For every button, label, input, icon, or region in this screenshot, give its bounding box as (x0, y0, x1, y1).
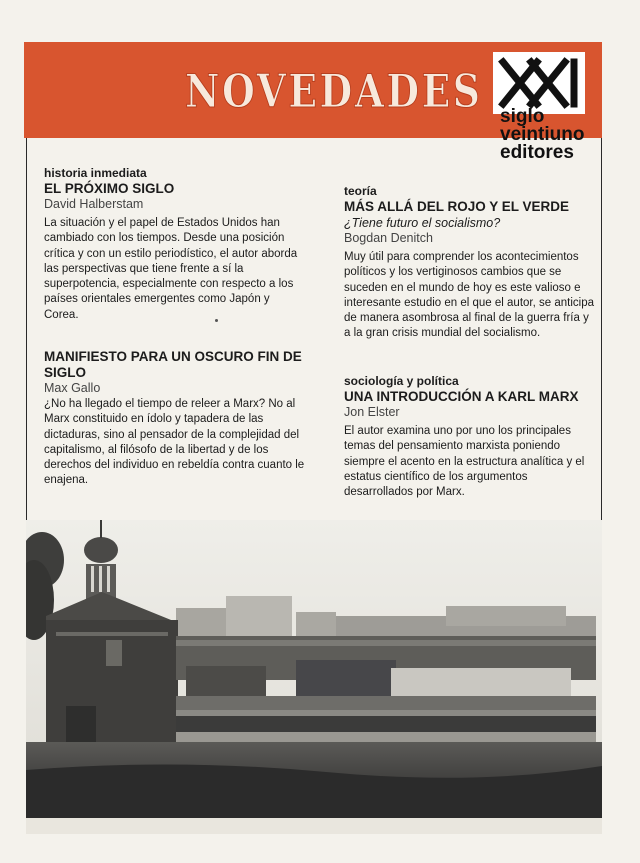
logo-line-3: editores (500, 142, 574, 163)
article-author: Max Gallo (44, 381, 101, 395)
page-bottom-margin (26, 818, 602, 834)
logo-line-1: siglo (500, 106, 545, 127)
article-category: sociología y política (344, 374, 459, 388)
article-body: El autor examina uno por uno los principales temas del pensamiento marxista poniendo siempre el acento en la estructura analítica y el estatus científico de los argumentos desarrollados por Marx. (344, 425, 585, 499)
article-title: EL PRÓXIMO SIGLO (44, 181, 175, 196)
article-category: historia inmediata (44, 166, 147, 180)
publisher-name (500, 108, 620, 162)
article-el-proximo-siglo (44, 166, 306, 323)
banner-title: NOVEDADES (185, 64, 483, 118)
article-category: teoría (344, 184, 377, 198)
article-subtitle: ¿Tiene futuro el socialismo? (344, 216, 501, 230)
article-author: Jon Elster (344, 405, 400, 419)
city-rooftops-photo (26, 520, 602, 818)
article-body: ¿No ha llegado el tiempo de releer a Marx? No al Marx constituido en ídolo y tapadera de las dictaduras, sino al pensador de la complejidad del capitalismo, al filósofo de la libertad y de los derechos del individuo en rebeldía contra cuanto le enajena. (44, 398, 305, 487)
article-body: Muy útil para comprender los acontecimientos políticos y los vertiginosos cambios que se suceden en el mundo de hoy es este valioso e interesante estudio en el que el autor, se anticipa de manera asombrosa al final de la guerra fría y a la gran crisis mundial del socialismo. (344, 251, 594, 340)
article-title: UNA INTRODUCCIÓN A KARL MARX (344, 389, 579, 404)
article-author: David Halberstam (44, 197, 144, 211)
article-mas-alla-del-rojo (344, 184, 594, 342)
decorative-dot (215, 319, 218, 322)
article-author: Bogdan Denitch (344, 231, 433, 245)
xxi-logo-icon (497, 56, 581, 110)
article-manifiesto (44, 348, 306, 489)
article-title: MÁS ALLÁ DEL ROJO Y EL VERDE (344, 199, 570, 214)
article-introduccion-marx (344, 374, 596, 500)
article-title: MANIFIESTO PARA UN OSCURO FIN DE SIGLO (44, 349, 302, 380)
logo-line-2: veintiuno (500, 124, 585, 145)
article-body: La situación y el papel de Estados Unidos han cambiado con los tiempos. Desde una posición crítica y con un estilo periodístico, el autor aborda las perspectivas que tiene frente a sí la superpotencia, especialmente con respecto a los países orientales emergentes como Japón y Corea. (44, 217, 298, 321)
